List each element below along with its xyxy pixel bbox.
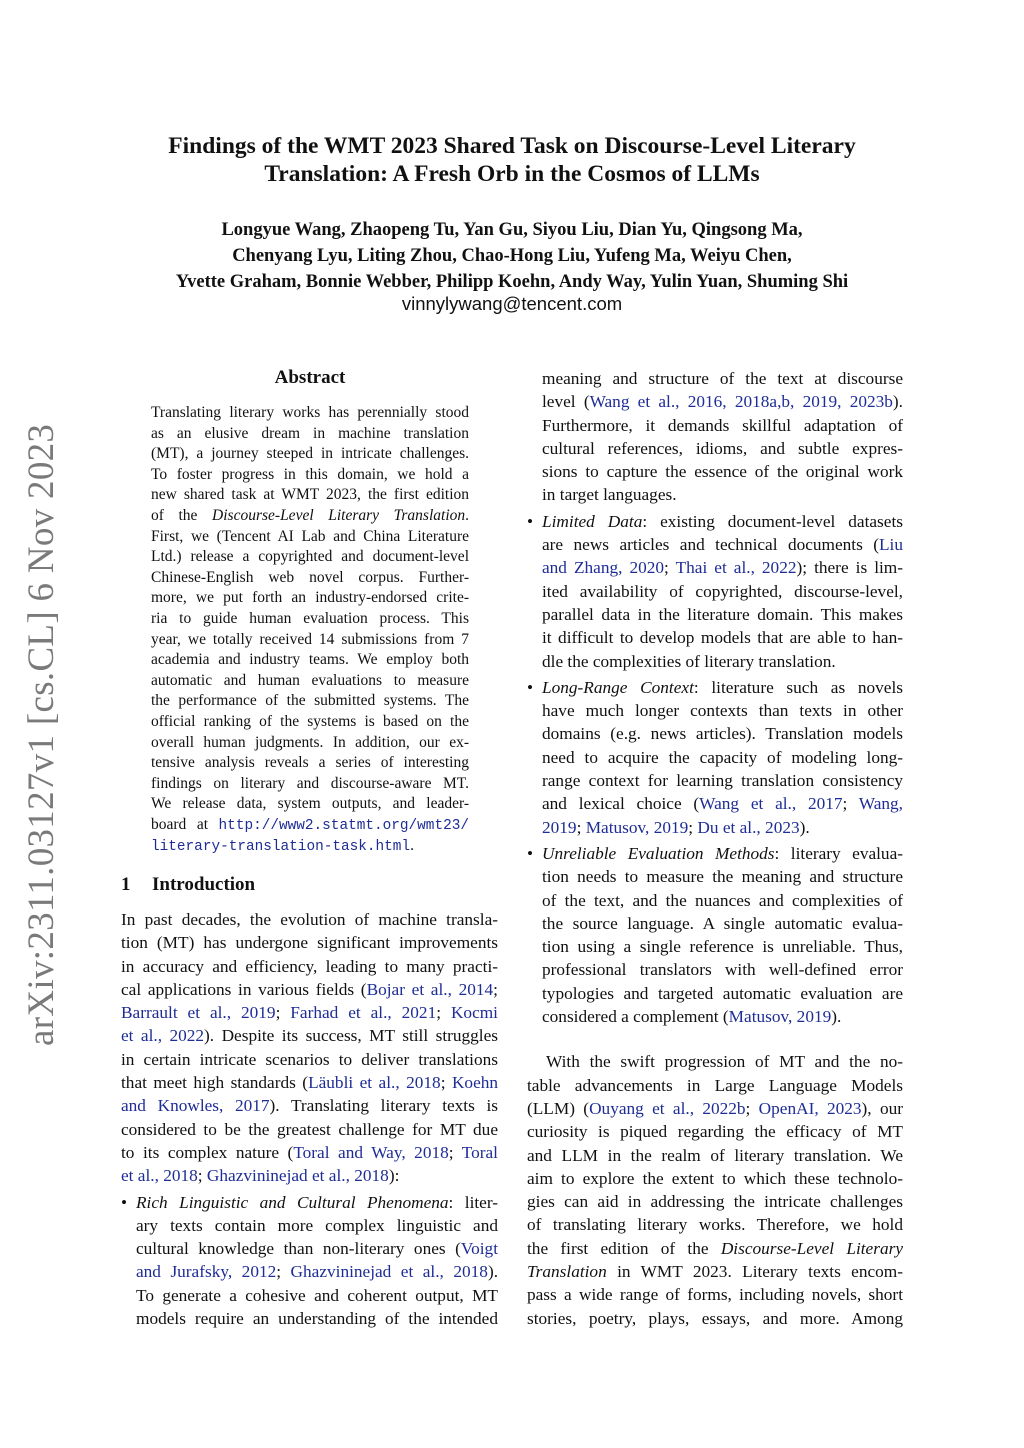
abstract-line: new shared task at WMT 2023, the first edition [151,486,469,504]
intro-right-column [527,367,903,1330]
abstract-line: findings on literary and discourse-aware MT. [151,774,469,792]
paragraph-gap [527,1028,903,1050]
citation-link[interactable]: Wang, [858,794,903,814]
body-line: have much longer contexts than texts in other [542,701,903,721]
citation-link[interactable]: Toral [461,1142,498,1162]
bullet-item [527,510,903,673]
citation-link[interactable]: Ghazvininejad et al., 2018 [206,1166,389,1186]
citation-link[interactable]: Matusov, 2019 [585,817,689,837]
body-line: cal applications in various fields (Bojar et al., 2014; [121,979,498,999]
citation-link[interactable]: Kocmi [450,1003,498,1023]
abstract-line: tensive analysis reveals a series of interesting [151,754,469,772]
body-line: With the swift progression of MT and the no- [546,1052,903,1072]
title-line: Translation: A Fresh Orb in the Cosmos of LLMs [264,161,760,187]
citation-link[interactable]: Koehn [451,1073,499,1093]
abstract-line: as an elusive dream in machine translation [151,424,469,442]
body-line: (LLM) (Ouyang et al., 2022b; OpenAI, 2023), our [527,1098,903,1118]
bullet-item [527,842,903,1028]
body-line: typologies and targeted automatic evaluation are [542,983,903,1003]
citation-link[interactable]: et al., 2018 [121,1166,198,1186]
body-line: meaning and structure of the text at discourse [542,369,903,388]
citation-link[interactable]: Läubli et al., 2018 [308,1073,441,1093]
body-line: it difficult to develop models that are able to han- [542,628,903,648]
citation-link[interactable]: Farhad et al., 2021 [290,1003,437,1023]
body-line: cultural references, idioms, and subtle expres- [542,438,903,458]
body-line: table advancements in Large Language Models [527,1075,903,1095]
abstract-line: Ltd.) release a copyrighted and document-level [151,548,469,566]
citation-link[interactable]: Toral and Way, 2018 [293,1142,449,1162]
body-line: Rich Linguistic and Cultural Phenomena: liter- [136,1192,498,1212]
body-line: stories, poetry, plays, essays, and more. Among [527,1308,903,1328]
citation-link[interactable]: Wang et al., 2017 [699,794,843,814]
citation-link[interactable]: Barrault et al., 2019 [121,1003,276,1023]
abstract-text [151,403,469,858]
citation-link[interactable]: Liu [879,535,903,555]
body-line: and Knowles, 2017). Translating literary texts is [121,1096,498,1116]
task-name: Discourse-Level Literary Translation [212,506,466,524]
citation-link[interactable]: and Knowles, 2017 [121,1096,270,1116]
body-line: et al., 2018; Ghazvininejad et al., 2018): [121,1166,400,1186]
abstract-line: First, we (Tencent AI Lab and China Literature [151,527,469,545]
citation-link[interactable]: and Jurafsky, 2012 [136,1262,277,1282]
bullet-dot: • [527,843,534,863]
citation-link[interactable]: Matusov, 2019 [728,1007,832,1027]
body-line: and Zhang, 2020; Thai et al., 2022); there is lim- [542,558,903,578]
body-line: the first edition of the Discourse-Level Literary [527,1238,903,1258]
body-line: domains (e.g. news articles). Translation models [542,724,903,744]
body-line: et al., 2022). Despite its success, MT still struggles [121,1026,498,1046]
body-line: are news articles and technical documents (Liu [542,535,903,555]
body-line: Barrault et al., 2019; Farhad et al., 2021; Kocmi [121,1003,498,1023]
body-line: aim to explore the extent to which these technolo- [527,1168,903,1188]
citation-link[interactable]: 2019 [542,817,577,837]
body-line: pass a wide range of forms, including novels, short [527,1285,903,1305]
section-number: 1 [121,874,131,895]
body-line: sions to capture the essence of the original work [542,462,903,482]
author-line: Longyue Wang, Zhaopeng Tu, Yan Gu, Siyou Liu, Dian Yu, Qingsong Ma, [221,220,803,240]
abstract-line: the performance of the submitted systems. The [151,692,469,710]
citation-link[interactable]: Wang et al., 2016, 2018a,b, 2019, 2023b [589,392,893,412]
body-line: cultural knowledge than non-literary ones (Voigt [136,1239,498,1259]
body-line: ary texts contain more complex linguistic and [136,1215,498,1235]
body-line: tion using a single reference is unreliable. Thus, [542,937,903,957]
body-line: and Jurafsky, 2012; Ghazvininejad et al., 2018). [136,1262,499,1282]
dataset-link[interactable]: literary-translation-task.html [151,839,411,856]
body-line: Furthermore, it demands skillful adaptation of [542,415,903,435]
bullet-dot: • [527,677,534,697]
task-name: Translation [527,1261,607,1281]
body-line: Limited Data: existing document-level datasets [542,511,903,531]
citation-link[interactable]: et al., 2022 [121,1026,205,1046]
body-line: In past decades, the evolution of machine transla- [121,910,498,929]
body-line: and lexical choice (Wang et al., 2017; Wang, [542,794,903,814]
abstract-line: Chinese-English web novel corpus. Further- [151,568,469,586]
abstract-line: ria to guide human evaluation process. This [151,609,469,627]
abstract-heading: Abstract [274,367,346,388]
bullet-item [527,676,903,839]
author-line: Yvette Graham, Bonnie Webber, Philipp Koehn, Andy Way, Yulin Yuan, Shuming Shi [175,272,849,292]
bullet-continuation [527,367,903,507]
bullet-label: Unreliable Evaluation Methods [542,843,775,863]
bullet-label: Limited Data [542,511,643,531]
abstract-line: academia and industry teams. We employ both [151,651,469,669]
citation-link[interactable]: Ghazvininejad et al., 2018 [290,1262,488,1282]
bullet-label: Rich Linguistic and Cultural Phenomena [136,1192,449,1212]
bullet-dot: • [121,1192,128,1212]
body-line: of the text, and the nuances and complexities of [542,890,903,910]
body-line: of translating literary works. Therefore, we hold [527,1215,903,1235]
body-line: to its complex nature (Toral and Way, 2018; Toral [121,1142,498,1162]
bullet-item [121,1191,498,1331]
body-line: models require an understanding of the intended [136,1309,498,1329]
body-line: curiosity is piqued regarding the efficacy of MT [527,1122,903,1142]
section-title: Introduction [152,874,256,895]
body-line: that meet high standards (Läubli et al., 2018; Koehn [121,1073,499,1093]
citation-link[interactable]: Ouyang et al., 2022b [589,1098,746,1118]
abstract-line: more, we put forth an industry-endorsed crite- [151,589,469,607]
body-line: the source language. A single automatic evalua- [542,913,903,933]
title-line: Findings of the WMT 2023 Shared Task on Discourse-Level Literary [168,133,856,159]
abstract-line: Translating literary works has perennially stood [151,404,469,421]
abstract-line: year, we totally received 14 submissions from 7 [151,630,469,648]
body-line: dle the complexities of literary translation. [542,651,836,671]
abstract-line: overall human judgments. In addition, our ex- [151,733,469,751]
body-line: range context for learning translation consistency [542,771,903,791]
arxiv-identifier: arXiv:2311.03127v1 [cs.CL] 6 Nov 2023 [21,423,62,1046]
body-line: considered a complement (Matusov, 2019). [542,1007,842,1027]
abstract-line: of the Discourse-Level Literary Translation. [151,506,469,524]
abstract-line: board at http://www2.statmt.org/wmt23/ [151,815,469,834]
bullet-label: Long-Range Context [542,677,694,697]
author-line: Chenyang Lyu, Liting Zhou, Chao-Hong Liu, Yufeng Ma, Weiyu Chen, [232,246,792,266]
body-line: in accuracy and efficiency, leading to many practi- [121,956,498,976]
body-line: need to acquire the capacity of modeling long- [542,747,903,767]
body-line: tion (MT) has undergone significant improvements [121,933,498,953]
body-line: 2019; Matusov, 2019; Du et al., 2023). [542,817,810,837]
citation-link[interactable]: Bojar et al., 2014 [366,979,494,999]
abstract-line: official ranking of the systems is based on the [151,712,469,730]
body-line: Long-Range Context: literature such as novels [542,677,904,697]
citation-link[interactable]: OpenAI, 2023 [758,1098,862,1118]
paper-title [120,132,904,188]
abstract-line: (MT), a journey steeped in intricate challenges. [151,445,469,463]
body-line: tion needs to measure the meaning and structure [542,867,903,887]
body-line: parallel data in the literature domain. This makes [542,604,903,624]
body-line: To generate a cohesive and coherent output, MT [136,1285,498,1305]
citation-link[interactable]: Du et al., 2023 [697,817,800,837]
abstract-line: automatic and human evaluations to measure [151,671,469,689]
body-line: ited availability of copyrighted, discourse-level, [542,581,903,601]
body-line: Translation in WMT 2023. Literary texts encom- [527,1261,903,1281]
intro-left-column [121,908,498,1330]
abstract-line: literary-translation-task.html. [151,837,414,856]
abstract-line: To foster progress in this domain, we hold a [151,465,469,483]
section-heading-introduction [121,873,501,897]
body-line: gies can aid in addressing the intricate challenges [527,1192,903,1212]
citation-link[interactable]: Voigt [460,1239,498,1259]
body-line: and LLM in the realm of literary translation. We [527,1145,903,1165]
citation-link[interactable]: and Zhang, 2020 [542,558,665,578]
body-line: in target languages. [542,485,677,505]
citation-link[interactable]: Thai et al., 2022 [675,558,797,578]
dataset-link[interactable]: http://www2.statmt.org/wmt23/ [218,817,469,834]
body-line: professional translators with well-defined error [542,960,903,980]
bullet-dot: • [527,511,534,531]
body-line: level (Wang et al., 2016, 2018a,b, 2019, 2023b). [542,392,903,412]
author-list [120,217,904,295]
task-name: Discourse-Level Literary [720,1238,903,1258]
body-line: Unreliable Evaluation Methods: literary evalua- [542,843,903,863]
body-line: in certain intricate scenarios to deliver translations [121,1049,498,1069]
contact-email: vinnylywang@tencent.com [401,293,623,314]
abstract-line: We release data, system outputs, and leader- [151,795,469,813]
body-line: considered to be the greatest challenge for MT due [121,1119,498,1139]
